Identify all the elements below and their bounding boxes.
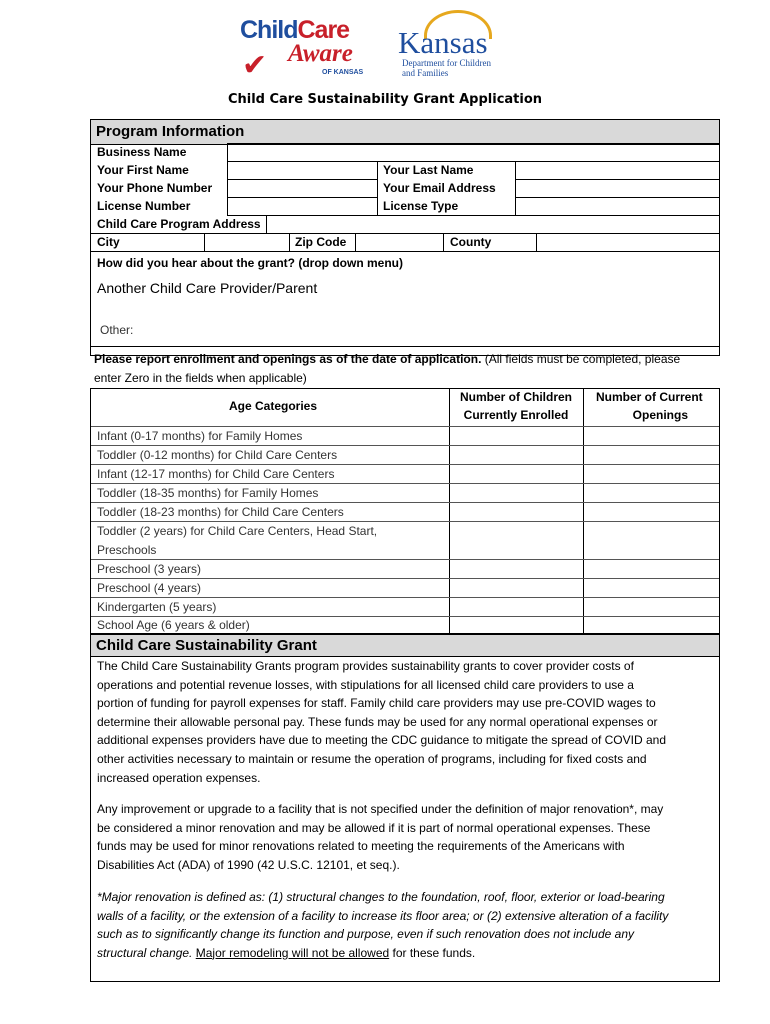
para-underline: Major remodeling will not be allowed xyxy=(195,945,390,960)
logo-text-dcf-1: Department for Children xyxy=(402,58,491,68)
para-line-italic: structural change. xyxy=(97,945,193,960)
row-label-cont: Preschools xyxy=(97,543,157,557)
para-line: *Major renovation is defined as: (1) structural changes to the foundation, roof, floor, exterior or load-bearing xyxy=(97,890,665,904)
kansas-dcf-logo xyxy=(398,8,518,84)
col-openings xyxy=(596,390,703,426)
para-line: operations and potential revenue losses, with stipulations for all licensed child care providers to use a xyxy=(97,677,634,692)
grant-paragraph-3 xyxy=(97,888,717,962)
table-row[interactable] xyxy=(91,427,719,446)
last-name-label: Your Last Name xyxy=(383,163,474,177)
row-label: Infant (0-17 months) for Family Homes xyxy=(97,429,303,443)
header-logos xyxy=(240,8,540,83)
logo-text-of-kansas: OF KANSAS xyxy=(322,69,364,76)
business-name-label: Business Name xyxy=(97,145,187,159)
table-row[interactable] xyxy=(91,560,719,579)
logo-text-dcf-2: and Families xyxy=(402,68,449,78)
col-enrolled xyxy=(460,390,572,426)
para-line: be considered a minor renovation and may be allowed if it is part of normal operational expenses. These xyxy=(97,820,651,835)
logo-text-kansas: Kansas xyxy=(398,25,488,60)
checkmark-icon: ✔ xyxy=(242,48,268,83)
table-row[interactable] xyxy=(91,617,719,633)
zip-label: Zip Code xyxy=(295,235,347,249)
grant-paragraph-2 xyxy=(97,800,717,874)
para-line: other activities necessary to maintain or resume the operation of programs, including for fixed costs and xyxy=(97,751,647,766)
col-openings-line2: Openings xyxy=(632,408,688,422)
col-enrolled-line1: Number of Children xyxy=(460,390,573,404)
table-row[interactable] xyxy=(91,465,719,484)
hear-question-label: How did you hear about the grant? (drop down menu) xyxy=(97,256,403,270)
para-line-rest: for these funds. xyxy=(389,945,476,960)
table-row[interactable] xyxy=(91,522,719,560)
grant-paragraph-1 xyxy=(97,657,717,787)
enrollment-instruction xyxy=(94,352,680,366)
row-label: Toddler (18-23 months) for Child Care Centers xyxy=(97,505,344,519)
section-heading: Child Care Sustainability Grant xyxy=(91,635,719,657)
enrollment-instruction-line2: enter Zero in the fields when applicable) xyxy=(94,371,307,385)
col-enrolled-line2: Currently Enrolled xyxy=(463,408,569,422)
para-line: funds may be used for minor renovations related to meeting the requirements of the Americans with xyxy=(97,839,625,854)
enrollment-instruction-rest: (All fields must be completed, please xyxy=(481,352,681,366)
hear-dropdown[interactable]: Another Child Care Provider/Parent xyxy=(97,280,318,296)
zip-field[interactable] xyxy=(355,233,444,252)
business-name-field[interactable] xyxy=(227,143,720,162)
table-row[interactable] xyxy=(91,446,719,465)
address-label: Child Care Program Address xyxy=(97,217,261,231)
page-title: Child Care Sustainability Grant Application xyxy=(227,92,543,107)
logo-text-care: Care xyxy=(297,16,350,44)
license-type-field[interactable] xyxy=(515,197,720,216)
email-label: Your Email Address xyxy=(383,181,496,195)
row-label: Toddler (18-35 months) for Family Homes xyxy=(97,486,319,500)
divider xyxy=(90,346,720,347)
para-line: walls of a facility, or the extension of a facility to increase its floor area; or (2) extensive alteration of a facility xyxy=(97,908,669,923)
row-label: Toddler (0-12 months) for Child Care Centers xyxy=(97,448,338,462)
row-label: Preschool (3 years) xyxy=(97,562,202,576)
col-age-categories: Age Categories xyxy=(229,399,318,413)
city-label: City xyxy=(97,235,120,249)
row-label: Kindergarten (5 years) xyxy=(97,600,217,614)
first-name-field[interactable] xyxy=(227,161,378,180)
para-line: determine their allowable personal pay. These funds may be used for any normal operational expenses or xyxy=(97,714,658,729)
col-openings-line1: Number of Current xyxy=(596,390,703,404)
enrollment-table xyxy=(90,388,720,634)
other-label: Other: xyxy=(100,323,134,337)
license-number-field[interactable] xyxy=(227,197,378,216)
para-line: The Child Care Sustainability Grants program provides sustainability grants to cover provider costs of xyxy=(97,659,634,673)
city-field[interactable] xyxy=(204,233,290,252)
license-type-label: License Type xyxy=(383,199,459,213)
para-line: Any improvement or upgrade to a facility that is not specified under the definition of major renovation*, may xyxy=(97,802,664,816)
email-field[interactable] xyxy=(515,179,720,198)
first-name-label: Your First Name xyxy=(97,163,189,177)
child-care-aware-logo xyxy=(240,18,380,84)
last-name-field[interactable] xyxy=(515,161,720,180)
table-row[interactable] xyxy=(91,579,719,598)
license-number-label: License Number xyxy=(97,199,191,213)
logo-text-child: Child xyxy=(240,16,298,44)
row-label: Preschool (4 years) xyxy=(97,581,202,595)
phone-field[interactable] xyxy=(227,179,378,198)
para-line: increased operation expenses. xyxy=(97,770,261,785)
phone-label: Your Phone Number xyxy=(97,181,213,195)
row-label: Toddler (2 years) for Child Care Centers, Head Start, xyxy=(97,524,378,538)
row-label: School Age (6 years & older) xyxy=(97,618,250,632)
table-row[interactable] xyxy=(91,503,719,522)
table-row[interactable] xyxy=(91,484,719,503)
county-label: County xyxy=(450,235,492,249)
enrollment-instruction-bold: Please report enrollment and openings as of the date of application. xyxy=(94,352,482,366)
para-line: Disabilities Act (ADA) of 1990 (42 U.S.C. 12101, et seq.). xyxy=(97,857,400,872)
row-label: Infant (12-17 months) for Child Care Centers xyxy=(97,467,335,481)
table-header-row xyxy=(91,389,719,427)
logo-text-aware: Aware xyxy=(288,40,353,67)
para-line: portion of funding for payroll expenses for staff. Family child care providers may use pre-COVID wages to xyxy=(97,696,656,711)
section-heading: Program Information xyxy=(91,120,719,145)
para-line: additional expenses providers have due to meeting the CDC guidance to mitigate the spread of COVID and xyxy=(97,733,667,748)
county-field[interactable] xyxy=(536,233,720,252)
address-field[interactable] xyxy=(266,215,720,234)
table-row[interactable] xyxy=(91,598,719,617)
para-line: such as to significantly change its function and purpose, even if such renovation does not include any xyxy=(97,927,635,942)
